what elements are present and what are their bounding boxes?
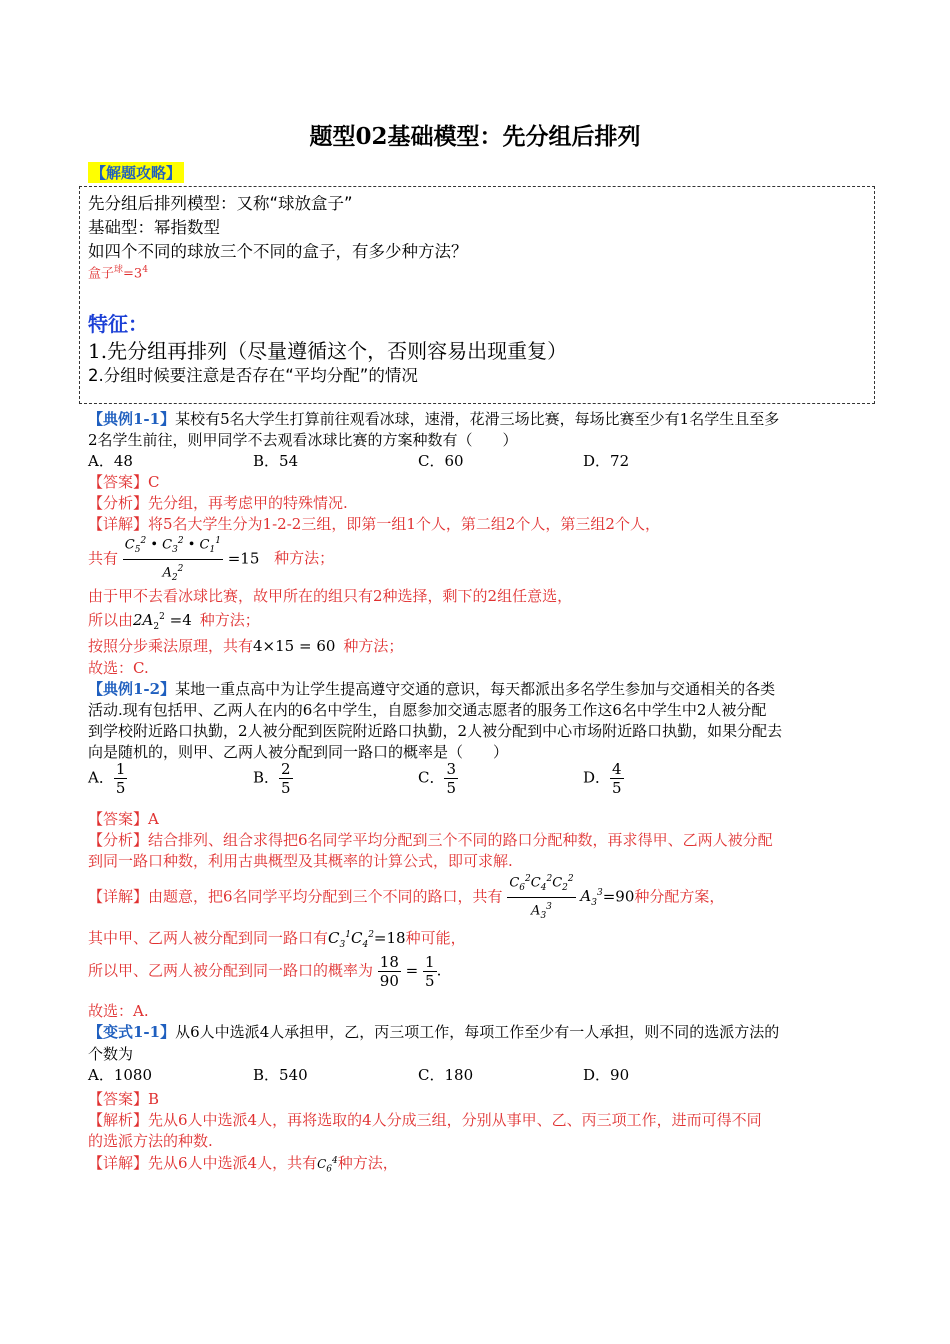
var1-question-line-1: 【变式1-1】从6人中选派4人承担甲，乙，丙三项工作，每项工作至少有一人承担，则不同的选派方法的 [88, 1023, 780, 1041]
var1-answer: 【答案】B [88, 1090, 160, 1108]
ex2-conclusion: 故选：A. [88, 1002, 149, 1020]
ex2-option-b: B． $\frac{2}{5}$ [253, 760, 291, 797]
ex1-option-c: C．60 [418, 452, 464, 470]
ex2-question-line-4: 向是随机的，则甲、乙两人被分配到同一路口的概率是（ ） [88, 743, 509, 761]
box-line-3: 如四个不同的球放三个不同的盒子，有多少种方法？ [88, 242, 468, 261]
ex2-analysis-line-2: 到同一路口种数，利用古典概型及其概率的计算公式，即可求解. [88, 852, 513, 870]
var1-option-d: D．90 [583, 1066, 630, 1084]
strategy-tag: 【解题攻略】 [88, 162, 184, 183]
ex1-answer: 【答案】C [88, 473, 160, 491]
ex1-option-a: A．48 [88, 452, 133, 470]
box-formula: 盒子$^球=3^4$ [88, 265, 148, 282]
feature-2: 2.分组时候要注意是否存在“平均分配”的情况 [88, 366, 418, 385]
ex1-conclusion: 故选：C. [88, 659, 149, 677]
var1-question-line-2: 个数为 [88, 1045, 134, 1063]
ex2-option-d: D． $\frac{4}{5}$ [583, 760, 622, 797]
box-line-2: 基础型：幂指数型 [88, 218, 220, 237]
feature-1: 1.先分组再排列（尽量遵循这个，否则容易出现重复） [88, 339, 568, 363]
ex2-question-line-3: 到学校附近路口执勤，2人被分配到医院附近路口执勤，2人被分配到中心市场附近路口执勤，如果分配去 [88, 722, 783, 740]
ex1-fraction: $\frac{C_5^2 • C_3^2 • C_1^1}{A_2^2}$ [123, 532, 223, 587]
ex1-detail-line-3: 所以由$2A_2^2 =4$ 种方法； [88, 611, 260, 632]
ex1-detail-line-2: 由于甲不去看冰球比赛，故甲所在的组只有2种选择，剩下的2组任意选， [88, 587, 573, 605]
ex1-question-line-1: 【典例1-1】某校有5名大学生打算前往观看冰球，速滑，花滑三场比赛，每场比赛至少有1名学生且至多 [88, 410, 780, 428]
var1-analysis-line-2: 的选派方法的种数. [88, 1132, 213, 1150]
feature-heading: 特征： [88, 312, 148, 336]
ex1-option-b: B．54 [253, 452, 299, 470]
ex1-question-line-2: 2名学生前往，则甲同学不去观看冰球比赛的方案种数有（ ） [88, 431, 518, 449]
ex2-question-line-1: 【典例1-2】某地一重点高中为让学生提高遵守交通的意识，每天都派出多名学生参加与交通相关的各类 [88, 680, 776, 698]
ex1-option-d: D．72 [583, 452, 630, 470]
var1-option-b: B．540 [253, 1066, 308, 1084]
ex2-option-c: C． $\frac{3}{5}$ [418, 760, 457, 797]
page-title: 题型02基础模型：先分组后排列 [309, 123, 641, 150]
ex2-detail-line-2: 其中甲、乙两人被分配到同一路口有$C_3^1C_4^2=18$种可能， [88, 929, 466, 950]
box-line-1: 先分组后排列模型：又称“球放盒子” [88, 194, 353, 213]
var1-analysis-line-1: 【解析】先从6人中选派4人，再将选取的4人分成三组，分别从事甲、乙、丙三项工作，进而可得不同 [88, 1111, 762, 1129]
ex2-detail: 【详解】由题意，把6名同学平均分配到三个不同的路口，共有 $\frac{C_6^2C_4^2C_2^2}{A_3^3}$ $A_3^3=90$种分配方案， [88, 870, 724, 925]
ex2-analysis-line-1: 【分析】结合排列、组合求得把6名同学平均分配到三个不同的路口分配种数，再求得甲、乙两人被分配 [88, 831, 773, 849]
var1-option-c: C．180 [418, 1066, 474, 1084]
ex1-detail-line-1: 共有 $\frac{C_5^2 • C_3^2 • C_1^1}{A_2^2}$ =15 种方法； [88, 532, 334, 587]
ex2-answer: 【答案】A [88, 810, 159, 828]
ex2-detail-line-3: 所以甲、乙两人被分配到同一路口的概率为 $\frac{18}{90}$ = $\frac{1}{5}$ . [88, 953, 442, 990]
var1-detail: 【详解】先从6人中选派4人，共有$C_6^4$种方法， [88, 1154, 398, 1175]
var1-option-a: A．1080 [88, 1066, 153, 1084]
ex2-option-a: A． $\frac{1}{5}$ [88, 760, 126, 797]
ex2-question-line-2: 活动.现有包括甲、乙两人在内的6名中学生，自愿参加交通志愿者的服务工作这6名中学生中2人被分配 [88, 701, 767, 719]
ex1-analysis: 【分析】先分组，再考虑甲的特殊情况. [88, 494, 348, 512]
ex1-detail: 【详解】将5名大学生分为1-2-2三组，即第一组1个人，第二组2个人，第三组2个人， [88, 515, 660, 533]
ex1-detail-line-4: 按照分步乘法原理，共有4×15 = 60 种方法； [88, 637, 404, 655]
ex2-fraction: $\frac{C_6^2C_4^2C_2^2}{A_3^3}$ [507, 870, 575, 925]
